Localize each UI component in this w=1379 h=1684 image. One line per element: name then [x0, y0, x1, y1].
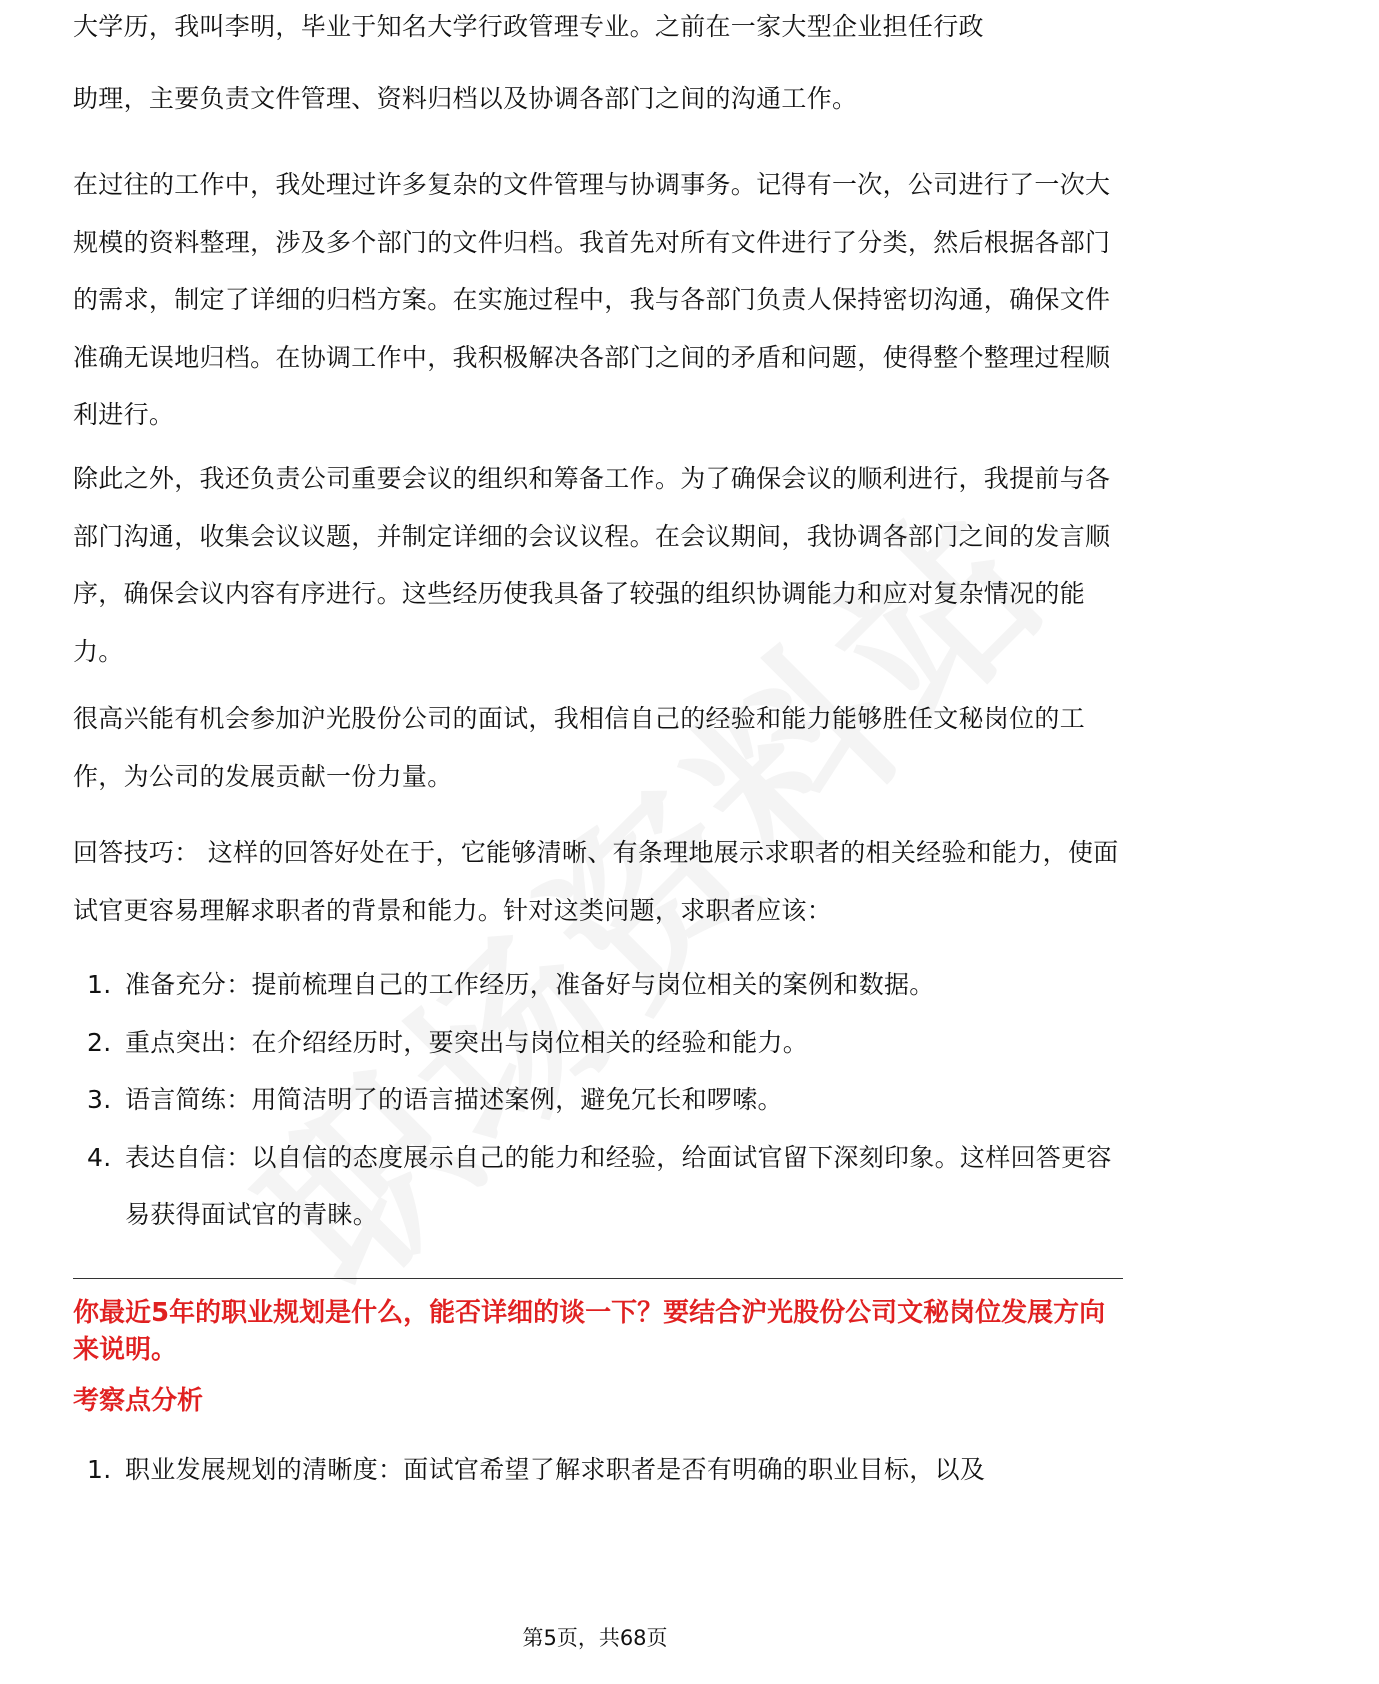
- paragraph-closing: 很高兴能有机会参加沪光股份公司的面试，我相信自己的经验和能力能够胜任文秘岗位的工作，为公司的发展贡献一份力量。: [73, 704, 1086, 791]
- list-text: 准备充分：提前梳理自己的工作经历，准备好与岗位相关的案例和数据。: [125, 970, 935, 999]
- tips-list: [73, 956, 1123, 1244]
- paragraph-experience: 在过往的工作中，我处理过许多复杂的文件管理与协调事务。记得有一次，公司进行了一次大规模的资料整理，涉及多个部门的文件归档。我首先对所有文件进行了分类，然后根据各部门的需求，制定了详细的归档方案。在实施过程中，我与各部门负责人保持密切沟通，确保文件准确无误地归档。在协调工作中，我积极解决各部门之间的矛盾和问题，使得整个整理过程顺利进行。: [73, 170, 1111, 429]
- list-item: [73, 956, 1123, 1014]
- list-item: [73, 1014, 1123, 1072]
- list-number: 2.: [87, 1027, 112, 1057]
- answer-tips: [73, 824, 1123, 939]
- list-item: [73, 1441, 1123, 1499]
- list-item: [73, 1071, 1123, 1129]
- list-text: 语言简练：用简洁明了的语言描述案例，避免冗长和啰嗦。: [125, 1085, 783, 1114]
- answer-body: [73, 70, 1123, 128]
- list-number: 1.: [87, 1455, 112, 1484]
- partial-top-line-text: 大学历，我叫李明，毕业于知名大学行政管理专业。之前在一家大型企业担任行政: [73, 12, 984, 41]
- paragraph-intro: 助理，主要负责文件管理、资料归档以及协调各部门之间的沟通工作。: [73, 84, 858, 113]
- analysis-list: [73, 1441, 1123, 1499]
- list-text: 职业发展规划的清晰度：面试官希望了解求职者是否有明确的职业目标，以及: [125, 1455, 986, 1484]
- answer-body-2: [73, 156, 1123, 444]
- analysis-list-container: [73, 1441, 1123, 1499]
- list-number: 3.: [87, 1085, 112, 1114]
- question-title: 你最近5年的职业规划是什么，能否详细的谈一下？要结合沪光股份公司文秘岗位发展方向来说明。: [73, 1298, 1106, 1365]
- list-number: 1.: [87, 970, 112, 999]
- answer-body-4: [73, 690, 1123, 805]
- list-text: 表达自信：以自信的态度展示自己的能力和经验，给面试官留下深刻印象。这样回答更容易获得面试官的青睐。: [125, 1142, 1112, 1229]
- question-block: [73, 1295, 1123, 1369]
- tips-list-container: [73, 956, 1123, 1244]
- list-text: 重点突出：在介绍经历时，要突出与岗位相关的经验和能力。: [125, 1027, 809, 1057]
- list-number: 4.: [87, 1142, 112, 1172]
- analysis-heading-block: [73, 1383, 1123, 1420]
- page-number-footer: 第5页，共68页: [522, 1626, 668, 1650]
- list-item: [73, 1129, 1123, 1244]
- partial-top-line: [73, 12, 1123, 63]
- answer-body-3: [73, 450, 1123, 680]
- paragraph-tips-intro: 回答技巧： 这样的回答好处在于，它能够清晰、有条理地展示求职者的相关经验和能力，使面试官更容易理解求职者的背景和能力。针对这类问题，求职者应该：: [73, 838, 1119, 925]
- analysis-heading: 考察点分析: [73, 1386, 204, 1416]
- section-divider: [73, 1278, 1123, 1279]
- paragraph-meetings: 除此之外，我还负责公司重要会议的组织和筹备工作。为了确保会议的顺利进行，我提前与各部门沟通，收集会议议题，并制定详细的会议议程。在会议期间，我协调各部门之间的发言顺序，确保会议内容有序进行。这些经历使我具备了较强的组织协调能力和应对复杂情况的能力。: [73, 464, 1111, 666]
